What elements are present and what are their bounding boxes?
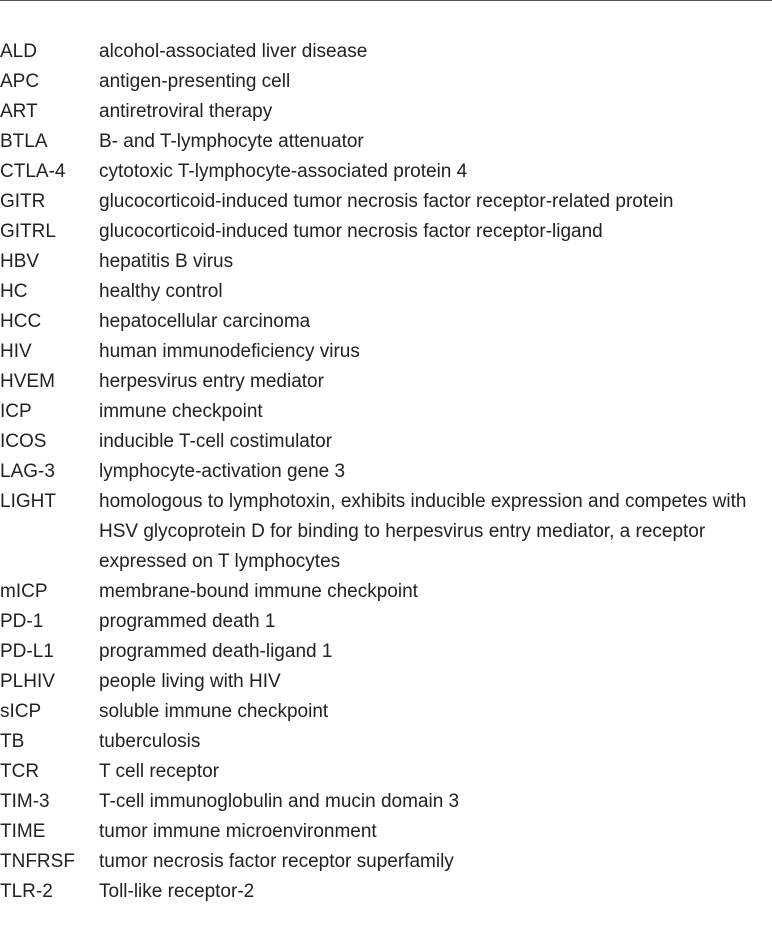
abbreviation-row — [0, 757, 772, 787]
abbreviation-definition: hepatitis B virus — [99, 251, 234, 272]
abbreviation-term: TB — [0, 731, 25, 752]
abbreviation-row — [0, 607, 772, 637]
abbreviation-definition: tuberculosis — [99, 731, 201, 752]
abbreviation-term: GITRL — [0, 221, 56, 242]
abbreviation-term: ICOS — [0, 431, 47, 452]
abbreviation-row — [0, 67, 772, 97]
abbreviation-definition: membrane-bound immune checkpoint — [99, 581, 418, 602]
abbreviation-definition: glucocorticoid-induced tumor necrosis factor receptor-ligand — [99, 221, 603, 242]
abbreviation-row — [0, 157, 772, 187]
abbreviation-term: HCC — [0, 311, 42, 332]
abbreviation-term: GITR — [0, 191, 46, 212]
abbreviation-row — [0, 487, 772, 577]
abbreviation-term: LAG-3 — [0, 461, 55, 482]
abbreviation-term: TIM-3 — [0, 791, 50, 812]
abbreviation-definition: homologous to lymphotoxin, exhibits inducible expression and competes with HSV glycoprotein D for binding to herpesvirus entry mediator, a receptor expressed on T lymphocytes — [99, 491, 747, 572]
abbreviation-definition: alcohol-associated liver disease — [99, 41, 368, 62]
abbreviation-row — [0, 97, 772, 127]
abbreviation-row — [0, 307, 772, 337]
abbreviation-definition: healthy control — [99, 281, 223, 302]
abbreviation-definition: Toll-like receptor-2 — [99, 881, 255, 902]
abbreviation-row — [0, 877, 772, 907]
abbreviation-term: CTLA-4 — [0, 161, 66, 182]
abbreviation-row — [0, 457, 772, 487]
abbreviation-term: ALD — [0, 41, 37, 62]
abbreviation-definition: tumor necrosis factor receptor superfamily — [99, 851, 454, 872]
abbreviation-definition: lymphocyte-activation gene 3 — [99, 461, 346, 482]
abbreviation-row — [0, 247, 772, 277]
abbreviation-term: HC — [0, 281, 28, 302]
abbreviation-row — [0, 697, 772, 727]
abbreviation-row — [0, 847, 772, 877]
abbreviation-row — [0, 337, 772, 367]
abbreviation-term: ART — [0, 101, 38, 122]
abbreviation-term: LIGHT — [0, 491, 56, 512]
abbreviation-row — [0, 577, 772, 607]
abbreviation-row — [0, 787, 772, 817]
abbreviation-term: TLR-2 — [0, 881, 53, 902]
abbreviation-list — [0, 37, 772, 907]
abbreviation-term: PLHIV — [0, 671, 55, 692]
abbreviation-row — [0, 37, 772, 67]
abbreviation-term: HIV — [0, 341, 32, 362]
abbreviation-definition: programmed death 1 — [99, 611, 276, 632]
abbreviation-definition: T-cell immunoglobulin and mucin domain 3 — [99, 791, 460, 812]
abbreviation-term: HBV — [0, 251, 40, 272]
abbreviation-definition: herpesvirus entry mediator — [99, 371, 324, 392]
abbreviation-definition: human immunodeficiency virus — [99, 341, 360, 362]
abbreviation-definition: inducible T-cell costimulator — [99, 431, 333, 452]
abbreviation-term: TIME — [0, 821, 46, 842]
abbreviation-row — [0, 727, 772, 757]
abbreviation-row — [0, 397, 772, 427]
top-rule — [0, 0, 772, 1]
abbreviation-definition: people living with HIV — [99, 671, 281, 692]
abbreviation-definition: hepatocellular carcinoma — [99, 311, 311, 332]
abbreviation-definition: tumor immune microenvironment — [99, 821, 377, 842]
abbreviation-term: PD-1 — [0, 611, 44, 632]
abbreviation-definition: T cell receptor — [99, 761, 220, 782]
abbreviation-row — [0, 187, 772, 217]
abbreviation-term: mICP — [0, 581, 48, 602]
abbreviation-row — [0, 427, 772, 457]
abbreviation-term: TNFRSF — [0, 851, 75, 872]
abbreviation-row — [0, 637, 772, 667]
abbreviation-term: APC — [0, 71, 40, 92]
abbreviation-row — [0, 127, 772, 157]
abbreviation-row — [0, 367, 772, 397]
abbreviation-definition: cytotoxic T-lymphocyte-associated protein 4 — [99, 161, 468, 182]
abbreviation-term: PD-L1 — [0, 641, 54, 662]
abbreviation-definition: soluble immune checkpoint — [99, 701, 329, 722]
abbreviation-term: ICP — [0, 401, 32, 422]
abbreviation-term: sICP — [0, 701, 42, 722]
abbreviation-term: HVEM — [0, 371, 55, 392]
abbreviation-row — [0, 667, 772, 697]
abbreviation-row — [0, 217, 772, 247]
abbreviation-definition: antiretroviral therapy — [99, 101, 273, 122]
abbreviation-row — [0, 277, 772, 307]
abbreviation-definition: glucocorticoid-induced tumor necrosis factor receptor-related protein — [99, 191, 674, 212]
abbreviation-term: BTLA — [0, 131, 48, 152]
abbreviation-definition: antigen-presenting cell — [99, 71, 291, 92]
abbreviation-term: TCR — [0, 761, 40, 782]
abbreviation-definition: B- and T-lymphocyte attenuator — [99, 131, 364, 152]
abbreviation-definition: programmed death-ligand 1 — [99, 641, 333, 662]
abbreviation-definition: immune checkpoint — [99, 401, 263, 422]
abbreviation-row — [0, 817, 772, 847]
